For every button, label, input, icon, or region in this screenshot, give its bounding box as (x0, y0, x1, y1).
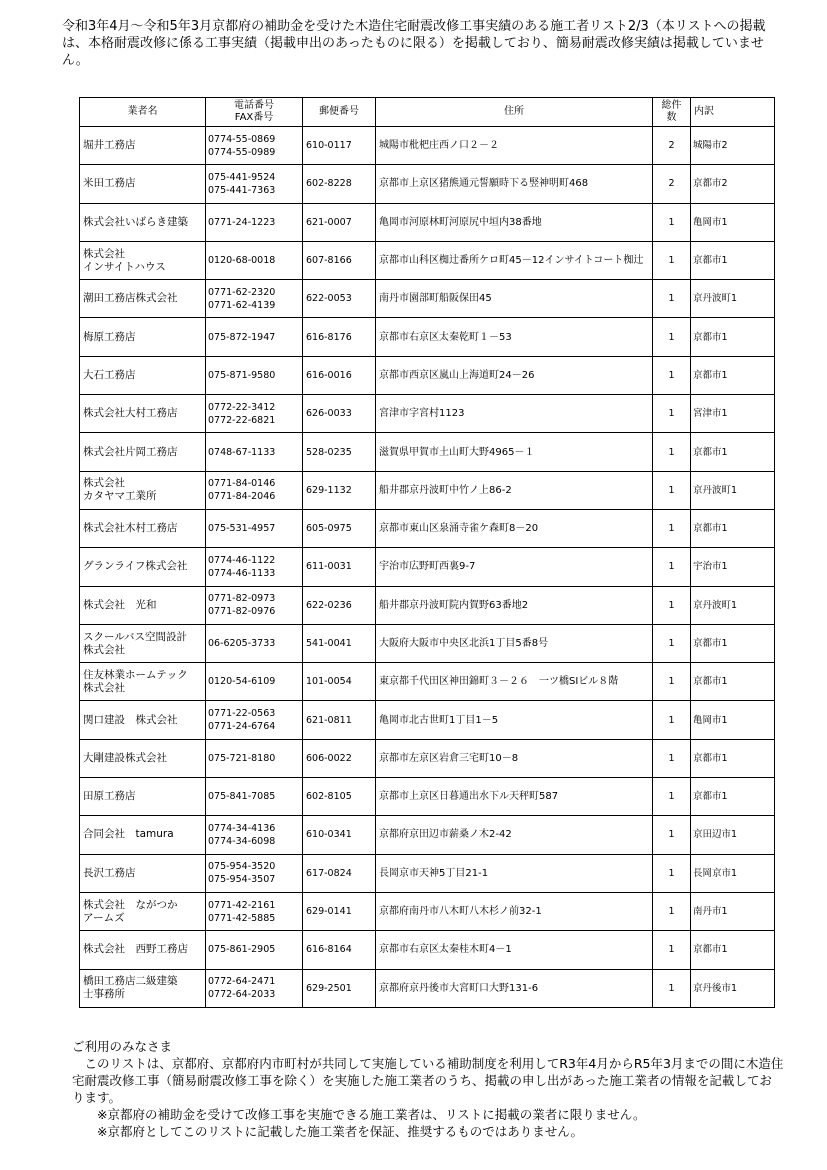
cell-breakdown: 京都市1 (691, 931, 775, 969)
contractor-name-line1: 大石工務店 (83, 368, 136, 381)
contractor-name-line1: 株式会社片岡工務店 (83, 445, 178, 458)
fax-number: 0771-42-5885 (208, 912, 276, 924)
cell-tel-fax (206, 778, 303, 816)
contractor-name-line2: 株式会社 (83, 681, 125, 694)
cell-breakdown: 京都市1 (691, 739, 775, 777)
cell-tel-fax (206, 548, 303, 586)
cell-postal-code: 528-0235 (303, 433, 376, 471)
cell-breakdown: 京丹波町1 (691, 586, 775, 624)
contractor-name-line2: 株式会社 (83, 643, 125, 656)
cell-tel-fax (206, 241, 303, 279)
contractor-name-line1: 株式会社木村工務店 (83, 522, 178, 535)
cell-tel-fax (206, 433, 303, 471)
cell-total-count: 1 (653, 892, 691, 930)
cell-tel-fax (206, 854, 303, 892)
table-row (80, 241, 775, 279)
cell-breakdown: 京都市1 (691, 778, 775, 816)
cell-total-count: 1 (653, 586, 691, 624)
contractor-name-line1: 大剛建設株式会社 (83, 751, 167, 764)
tel-number: 075-954-3520 (208, 861, 276, 873)
cell-breakdown: 京都市1 (691, 241, 775, 279)
tel-number: 0774-46-1122 (208, 554, 276, 566)
table-row (80, 127, 775, 165)
cell-tel-fax (206, 739, 303, 777)
cell-contractor-name (80, 816, 206, 854)
header-name: 業者名 (80, 98, 206, 127)
tel-number: 0774-55-0869 (208, 133, 276, 145)
cell-postal-code: 622-0236 (303, 586, 376, 624)
cell-total-count: 1 (653, 203, 691, 241)
cell-total-count: 1 (653, 663, 691, 701)
fax-number: 0772-64-2033 (208, 989, 276, 1001)
cell-postal-code: 616-0016 (303, 356, 376, 394)
cell-postal-code: 610-0117 (303, 127, 376, 165)
cell-tel-fax (206, 624, 303, 662)
cell-address: 京都市東山区泉涌寺雀ケ森町8－20 (376, 509, 653, 547)
cell-address: 京都府南丹市八木町八木杉ノ前32-1 (376, 892, 653, 930)
header-tel-fax (206, 98, 303, 127)
cell-address: 京都市右京区太秦乾町１－53 (376, 318, 653, 356)
cell-tel-fax (206, 280, 303, 318)
cell-total-count: 2 (653, 127, 691, 165)
cell-total-count: 1 (653, 931, 691, 969)
fax-number: 0774-55-0989 (208, 146, 276, 158)
cell-breakdown: 京都市1 (691, 356, 775, 394)
cell-contractor-name (80, 433, 206, 471)
cell-tel-fax (206, 931, 303, 969)
cell-address: 城陽市枇杷庄西ノ口２－２ (376, 127, 653, 165)
cell-breakdown: 宮津市1 (691, 395, 775, 433)
contractor-name-line1: 株式会社 西野工務店 (83, 943, 188, 956)
cell-tel-fax (206, 356, 303, 394)
cell-breakdown: 亀岡市1 (691, 701, 775, 739)
cell-postal-code: 606-0022 (303, 739, 376, 777)
table-row (80, 854, 775, 892)
cell-total-count: 1 (653, 280, 691, 318)
header-address: 住所 (376, 98, 653, 127)
header-count (653, 98, 691, 127)
cell-postal-code: 616-8164 (303, 931, 376, 969)
cell-address: 京都市上京区日暮通出水下ル天秤町587 (376, 778, 653, 816)
cell-breakdown: 長岡京市1 (691, 854, 775, 892)
cell-breakdown: 京都市2 (691, 165, 775, 203)
tel-number: 0771-42-2161 (208, 899, 276, 911)
table-row (80, 203, 775, 241)
table-row (80, 816, 775, 854)
tel-number: 06-6205-3733 (208, 638, 276, 649)
table-row (80, 395, 775, 433)
cell-contractor-name (80, 280, 206, 318)
tel-number: 0772-64-2471 (208, 976, 276, 988)
cell-tel-fax (206, 165, 303, 203)
contractor-name-line2: アームズ (83, 911, 125, 924)
header-postal: 郵便番号 (303, 98, 376, 127)
cell-postal-code: 605-0975 (303, 509, 376, 547)
cell-breakdown: 京丹波町1 (691, 471, 775, 509)
contractor-name-line2: 士事務所 (83, 988, 125, 1001)
cell-postal-code: 602-8228 (303, 165, 376, 203)
cell-total-count: 1 (653, 854, 691, 892)
contractor-name-line2: カタヤマ工業所 (83, 490, 157, 503)
cell-contractor-name (80, 701, 206, 739)
tel-number: 0774-34-4136 (208, 822, 276, 834)
cell-total-count: 1 (653, 241, 691, 279)
tel-number: 0771-62-2320 (208, 286, 276, 298)
contractor-name-line1: 株式会社 (83, 477, 125, 490)
footer-paragraph: このリストは、京都府、京都府内市町村が共同して実施している補助制度を利用してR3年4月からR5年3月までの間に木造住宅耐震改修工事（簡易耐震改修工事を除く）を実施した施工業者のうち、掲載の申し出があった施工業者の情報を記載しております。 (72, 1056, 784, 1105)
fax-number: 0771-82-0976 (208, 606, 276, 618)
cell-tel-fax (206, 318, 303, 356)
cell-postal-code: 617-0824 (303, 854, 376, 892)
cell-tel-fax (206, 395, 303, 433)
cell-postal-code: 611-0031 (303, 548, 376, 586)
cell-postal-code: 607-8166 (303, 241, 376, 279)
cell-address: 亀岡市北古世町1丁目1－5 (376, 701, 653, 739)
cell-contractor-name (80, 395, 206, 433)
contractor-name-line1: 関口建設 株式会社 (83, 713, 178, 726)
cell-tel-fax (206, 203, 303, 241)
tel-number: 0771-82-0973 (208, 593, 276, 605)
tel-number: 0120-54-6109 (208, 676, 276, 688)
contractor-name-line1: 株式会社 光和 (83, 598, 157, 611)
table-row (80, 548, 775, 586)
cell-tel-fax (206, 586, 303, 624)
header-breakdown: 内訳 (691, 98, 775, 127)
table-row (80, 778, 775, 816)
tel-number: 0772-22-3412 (208, 401, 276, 413)
cell-contractor-name (80, 548, 206, 586)
cell-contractor-name (80, 165, 206, 203)
cell-breakdown: 城陽市2 (691, 127, 775, 165)
header-tel: 電話番号 (234, 100, 274, 111)
page-title: 令和3年4月～令和5年3月京都府の補助金を受けた木造住宅耐震改修工事実績のある施工者リスト2/3（本リストへの掲載は、本格耐震改修に係る工事実績（掲載申出のあったものに限る）を掲載しており、簡易耐震改修実績は掲載していません。 (62, 19, 766, 68)
contractor-name-line1: スクールバス空間設計 (83, 630, 188, 643)
cell-postal-code: 629-2501 (303, 969, 376, 1007)
cell-breakdown: 京都市1 (691, 433, 775, 471)
tel-number: 0771-84-0146 (208, 478, 276, 490)
cell-total-count: 1 (653, 433, 691, 471)
cell-postal-code: 629-1132 (303, 471, 376, 509)
cell-total-count: 1 (653, 739, 691, 777)
table-row (80, 471, 775, 509)
cell-breakdown: 亀岡市1 (691, 203, 775, 241)
cell-address: 南丹市園部町船阪保田45 (376, 280, 653, 318)
cell-contractor-name (80, 931, 206, 969)
tel-number: 075-872-1947 (208, 331, 276, 343)
cell-breakdown: 京都市1 (691, 624, 775, 662)
cell-breakdown: 京都市1 (691, 663, 775, 701)
tel-number: 0771-24-1223 (208, 216, 276, 228)
cell-contractor-name (80, 318, 206, 356)
tel-number: 075-871-9580 (208, 369, 276, 381)
cell-breakdown: 京都市1 (691, 509, 775, 547)
cell-tel-fax (206, 969, 303, 1007)
table-row (80, 931, 775, 969)
fax-number: 0771-84-2046 (208, 491, 276, 503)
table-row (80, 892, 775, 930)
cell-address: 京都市西京区嵐山上海道町24－26 (376, 356, 653, 394)
cell-total-count: 1 (653, 816, 691, 854)
contractor-name-line1: グランライフ株式会社 (83, 560, 188, 573)
cell-postal-code: 621-0007 (303, 203, 376, 241)
table-row (80, 969, 775, 1007)
cell-breakdown: 京田辺市1 (691, 816, 775, 854)
cell-breakdown: 京丹後市1 (691, 969, 775, 1007)
cell-address: 京都市左京区岩倉三宅町10－8 (376, 739, 653, 777)
tel-number: 075-721-8180 (208, 752, 276, 764)
cell-contractor-name (80, 854, 206, 892)
table-header-row (80, 98, 775, 127)
cell-total-count: 1 (653, 624, 691, 662)
tel-number: 075-531-4957 (208, 523, 276, 535)
fax-number: 0771-62-4139 (208, 299, 276, 311)
cell-address: 京都市山科区椥辻番所ケロ町45－12インサイトコート椥辻 (376, 241, 653, 279)
tel-number: 0771-22-0563 (208, 708, 276, 720)
cell-postal-code: 621-0811 (303, 701, 376, 739)
cell-address: 亀岡市河原林町河原尻中垣内38番地 (376, 203, 653, 241)
table-row (80, 165, 775, 203)
cell-breakdown: 京丹波町1 (691, 280, 775, 318)
cell-contractor-name (80, 586, 206, 624)
cell-postal-code: 622-0053 (303, 280, 376, 318)
table-row (80, 509, 775, 547)
cell-address: 京都市右京区太秦桂木町4－1 (376, 931, 653, 969)
cell-postal-code: 629-0141 (303, 892, 376, 930)
cell-tel-fax (206, 701, 303, 739)
cell-tel-fax (206, 663, 303, 701)
cell-address: 東京都千代田区神田錦町３－２６ 一ツ橋SIビル８階 (376, 663, 653, 701)
cell-postal-code: 101-0054 (303, 663, 376, 701)
cell-total-count: 1 (653, 395, 691, 433)
table-row (80, 701, 775, 739)
contractor-name-line1: 株式会社 ながつか (83, 898, 178, 911)
fax-number: 0774-34-6098 (208, 835, 276, 847)
cell-postal-code: 626-0033 (303, 395, 376, 433)
cell-contractor-name (80, 127, 206, 165)
contractor-name-line1: 住友林業ホームテック (83, 668, 188, 681)
cell-total-count: 1 (653, 701, 691, 739)
cell-tel-fax (206, 816, 303, 854)
cell-address: 京都府京丹後市大宮町口大野131-6 (376, 969, 653, 1007)
cell-contractor-name (80, 663, 206, 701)
tel-number: 0120-68-0018 (208, 255, 276, 267)
cell-total-count: 1 (653, 471, 691, 509)
fax-number: 0774-46-1133 (208, 567, 276, 579)
cell-address: 京都市上京区猪熊通元誓願時下る竪神明町468 (376, 165, 653, 203)
cell-address: 滋賀県甲賀市土山町大野4965－１ (376, 433, 653, 471)
cell-tel-fax (206, 127, 303, 165)
cell-contractor-name (80, 471, 206, 509)
table-row (80, 356, 775, 394)
tel-number: 0748-67-1133 (208, 446, 276, 458)
cell-contractor-name (80, 969, 206, 1007)
table-row (80, 586, 775, 624)
cell-address: 長岡京市天神5丁目21-1 (376, 854, 653, 892)
contractor-name-line2: インサイトハウス (83, 260, 166, 273)
cell-address: 船井郡京丹波町院内賀野63番地2 (376, 586, 653, 624)
table-row (80, 433, 775, 471)
cell-breakdown: 京都市1 (691, 318, 775, 356)
footer-note-2: ※京都府としてこのリストに記載した施工業者を保証、推奨するものではありません。 (97, 1124, 583, 1139)
cell-address: 船井郡京丹波町中竹ノ上86-2 (376, 471, 653, 509)
cell-total-count: 2 (653, 165, 691, 203)
tel-number: 075-441-9524 (208, 171, 276, 183)
contractor-name-line1: 合同会社 tamura (83, 828, 174, 841)
cell-breakdown: 宇治市1 (691, 548, 775, 586)
cell-contractor-name (80, 203, 206, 241)
contractor-name-line1: 堀井工務店 (83, 139, 136, 152)
footer-heading: ご利用のみなさま (72, 1039, 173, 1054)
footer-note-1: ※京都府の補助金を受けて改修工事を実施できる施工業者は、リストに掲載の業者に限りません。 (97, 1107, 646, 1122)
fax-number: 0772-22-6821 (208, 414, 276, 426)
tel-number: 075-861-2905 (208, 944, 276, 956)
contractor-name-line1: 株式会社 (83, 247, 125, 260)
contractor-name-line1: 橋田工務店二級建築 (83, 975, 178, 988)
table-row (80, 624, 775, 662)
table-row (80, 739, 775, 777)
tel-number: 075-841-7085 (208, 791, 276, 803)
cell-contractor-name (80, 356, 206, 394)
fax-number: 0771-24-6764 (208, 721, 276, 733)
contractor-name-line1: 米田工務店 (83, 177, 136, 190)
cell-tel-fax (206, 509, 303, 547)
contractor-name-line1: 潮田工務店株式会社 (83, 292, 178, 305)
table-row (80, 280, 775, 318)
header-fax: FAX番号 (234, 112, 274, 123)
cell-address: 宮津市字宮村1123 (376, 395, 653, 433)
contractor-name-line1: 株式会社大村工務店 (83, 407, 178, 420)
cell-postal-code: 602-8105 (303, 778, 376, 816)
cell-contractor-name (80, 624, 206, 662)
cell-total-count: 1 (653, 356, 691, 394)
cell-address: 大阪府大阪市中央区北浜1丁目5番8号 (376, 624, 653, 662)
contractor-name-line1: 長沢工務店 (83, 866, 136, 879)
cell-total-count: 1 (653, 778, 691, 816)
cell-total-count: 1 (653, 548, 691, 586)
header-count-line1: 総件 (661, 100, 682, 111)
cell-tel-fax (206, 471, 303, 509)
header-count-line2: 数 (666, 112, 677, 123)
cell-contractor-name (80, 241, 206, 279)
cell-total-count: 1 (653, 969, 691, 1007)
contractor-name-line1: 梅原工務店 (83, 330, 136, 343)
cell-postal-code: 610-0341 (303, 816, 376, 854)
fax-number: 075-954-3507 (208, 874, 276, 886)
cell-tel-fax (206, 892, 303, 930)
cell-total-count: 1 (653, 509, 691, 547)
cell-contractor-name (80, 739, 206, 777)
cell-address: 京都府京田辺市薪桑ノ木2-42 (376, 816, 653, 854)
fax-number: 075-441-7363 (208, 184, 276, 196)
contractor-name-line1: 田原工務店 (83, 790, 136, 803)
contractor-table (79, 97, 775, 1008)
cell-contractor-name (80, 892, 206, 930)
cell-postal-code: 616-8176 (303, 318, 376, 356)
cell-postal-code: 541-0041 (303, 624, 376, 662)
table-row (80, 663, 775, 701)
cell-address: 宇治市広野町西裏9-7 (376, 548, 653, 586)
cell-breakdown: 南丹市1 (691, 892, 775, 930)
contractor-name-line1: 株式会社いばらき建築 (83, 215, 188, 228)
table-row (80, 318, 775, 356)
cell-contractor-name (80, 509, 206, 547)
footer-notes (72, 1038, 784, 1140)
cell-contractor-name (80, 778, 206, 816)
cell-total-count: 1 (653, 318, 691, 356)
